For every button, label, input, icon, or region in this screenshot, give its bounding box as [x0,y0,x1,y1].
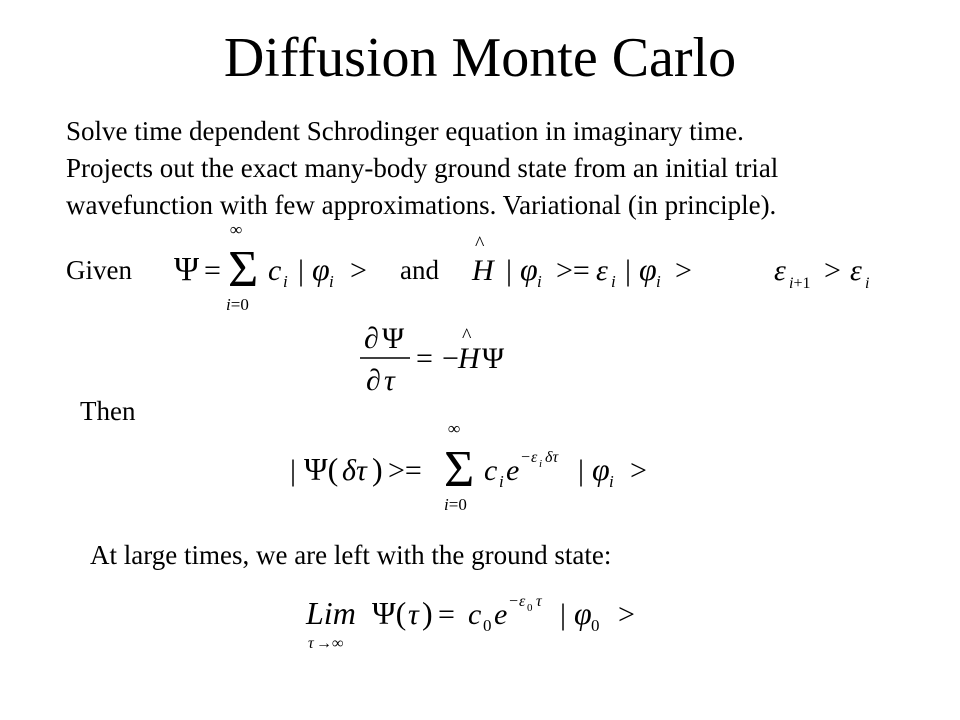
svg-text:ε: ε [519,593,526,610]
svg-text:^: ^ [475,233,485,255]
svg-text:−: − [509,593,519,610]
slide-title: Diffusion Monte Carlo [223,27,737,89]
svg-text:Σ: Σ [228,241,259,298]
hamiltonian-eigen-equation [470,230,700,290]
svg-text:e: e [494,598,508,631]
svg-text:∂: ∂ [366,364,381,397]
svg-text:e: e [506,454,520,487]
svg-text:|: | [560,598,567,631]
svg-text:Ψ: Ψ [174,251,200,288]
svg-text:H: H [472,254,494,287]
svg-text:>: > [350,254,367,287]
svg-text:i: i [656,272,661,291]
svg-text:i+1: i+1 [789,275,811,292]
svg-text:i: i [611,272,616,291]
intro-line: wavefunction with few approximations. Variational (in principle). [66,190,777,220]
svg-text:0: 0 [591,616,600,635]
svg-text:): ) [372,451,383,487]
svg-text:τ: τ [308,635,314,652]
svg-text:>: > [675,254,692,287]
svg-text:|: | [298,254,305,287]
svg-text:φ: φ [639,251,657,287]
svg-text:^: ^ [462,325,472,347]
svg-text:0: 0 [483,616,492,635]
svg-text:∞: ∞ [332,635,344,652]
svg-text:>: > [618,598,635,631]
svg-text:Ψ(: Ψ( [372,595,407,631]
svg-text:): ) [422,595,433,631]
wavefunction-expansion-equation [172,222,382,314]
svg-text:Σ: Σ [444,441,475,498]
svg-text:i: i [329,272,334,291]
svg-text:i: i [283,272,288,291]
svg-text:Ψ: Ψ [482,342,505,375]
svg-text:φ: φ [592,451,610,487]
svg-text:ε: ε [850,254,862,287]
svg-text:|: | [290,454,297,487]
svg-text:δτ: δτ [545,449,559,466]
svg-text:δτ: δτ [342,454,367,487]
and-label: and [400,255,439,285]
svg-text:c: c [468,598,482,631]
svg-text:>=: >= [388,454,422,487]
svg-text:=: = [438,598,455,631]
svg-text:c: c [268,254,282,287]
svg-text:τ: τ [384,364,395,397]
svg-text:φ: φ [520,251,538,287]
eigenvalue-ordering-equation [772,240,882,296]
intro-line: Solve time dependent Schrodinger equation in imaginary time. [66,116,744,146]
svg-text:φ: φ [574,595,592,631]
svg-text:=: = [204,254,221,287]
svg-text:ε: ε [774,254,786,287]
svg-text:i: i [539,458,543,470]
intro-paragraph [66,113,936,224]
svg-text:>=: >= [556,254,590,287]
svg-text:φ: φ [312,251,330,287]
svg-text:i: i [865,275,870,292]
svg-text:i=0: i=0 [226,295,249,314]
svg-text:i=0: i=0 [444,495,467,514]
imaginary-time-schrodinger-equation [358,318,528,398]
intro-line: Projects out the exact many-body ground state from an initial trial [66,153,779,183]
svg-text:i: i [499,472,504,491]
svg-text:τ: τ [408,598,419,631]
svg-text:ε: ε [531,449,538,466]
svg-text:0: 0 [527,602,533,614]
then-label: Then [80,396,136,426]
svg-text:|: | [578,454,585,487]
given-label: Given [66,255,132,285]
svg-text:i: i [609,472,614,491]
ground-state-limit-equation [304,584,684,656]
svg-text:→: → [316,635,332,652]
svg-text:∞: ∞ [230,220,243,239]
svg-text:−: − [521,449,531,466]
propagated-state-equation [288,420,668,516]
svg-text:ε: ε [596,254,608,287]
svg-text:Ψ(: Ψ( [304,451,339,487]
svg-text:|: | [506,254,513,287]
svg-text:=: = [416,342,433,375]
svg-text:τ: τ [536,593,542,610]
svg-text:|: | [625,254,632,287]
svg-text:>: > [824,254,841,287]
svg-text:Lim: Lim [306,595,356,631]
svg-text:−: − [442,342,459,375]
svg-text:i: i [537,272,542,291]
svg-text:∂: ∂ [364,322,379,355]
svg-text:H: H [458,342,480,375]
svg-text:Ψ: Ψ [382,322,405,355]
large-times-text: At large times, we are left with the ground state: [90,540,612,570]
svg-text:∞: ∞ [448,419,461,438]
svg-text:>: > [630,454,647,487]
svg-text:c: c [484,454,498,487]
